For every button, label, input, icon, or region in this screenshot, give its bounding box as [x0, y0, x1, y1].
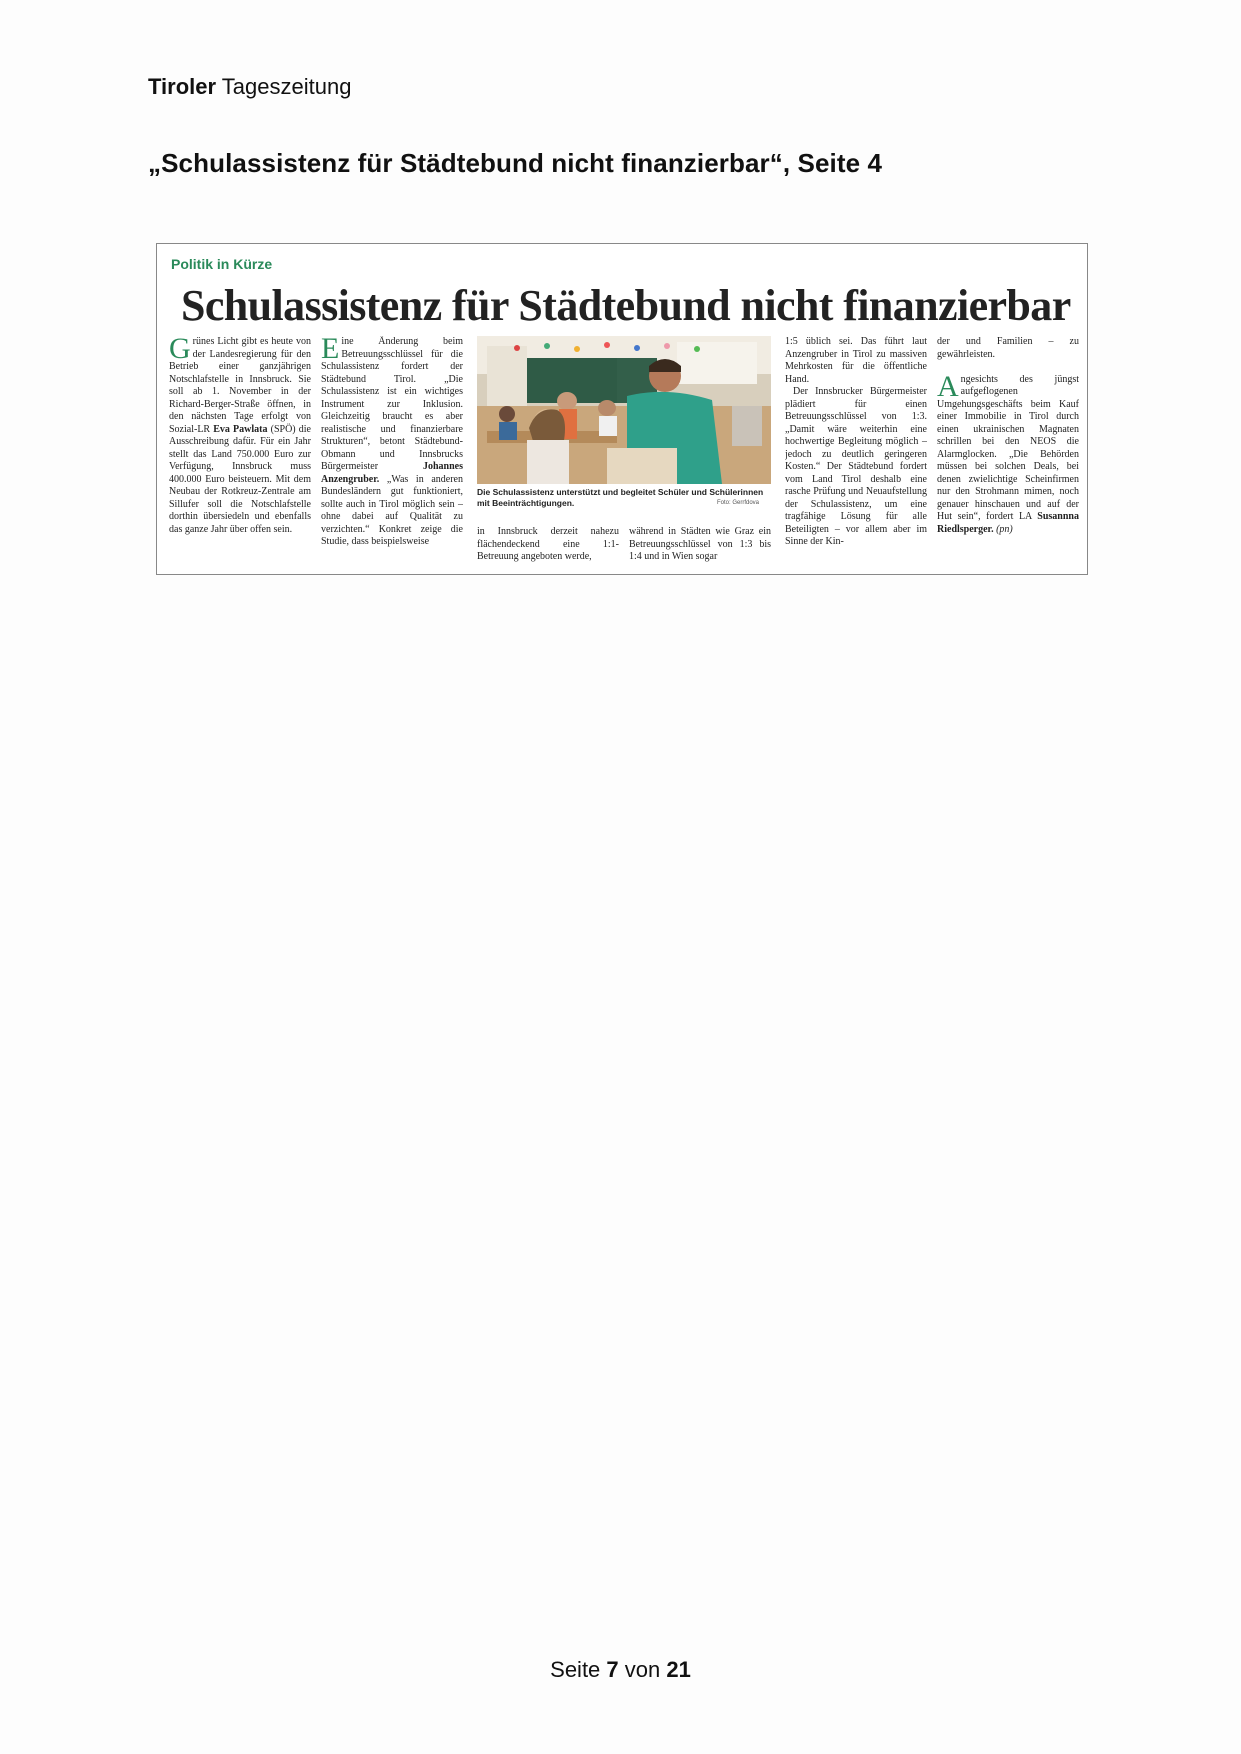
dropcap: A: [937, 369, 959, 403]
document-title: „Schulassistenz für Städtebund nicht finanzierbar“, Seite 4: [148, 148, 883, 178]
page-number: [0, 1657, 1241, 1683]
page-number-total: 21: [666, 1657, 691, 1682]
page-number-middle: von: [618, 1657, 667, 1682]
column-text: „Was in anderen Bundesländern gut funktioniert, sollte auch in Tirol möglich sein – ohne dabei auf Qualität zu verzichten.“ Konkret zeige die Studie, dass beispielsweise: [321, 473, 463, 547]
author-initials: (pn): [993, 523, 1013, 535]
page-number-prefix: Seite: [550, 1657, 607, 1682]
article-headline: Schulassistenz für Städtebund nicht finanzierbar: [181, 281, 1071, 330]
page-number-current: 7: [606, 1657, 619, 1682]
column-text: rünes Licht gibt es heute von der Landesregierung für den Betrieb einer ganzjährigen Notschlafstelle in Innsbruck. Sie soll ab 1. November in der Richard-Berger-Straße öffnen, in den nächsten Tage erfolgt von Sozial-LR: [169, 336, 311, 435]
article-column-5: [785, 336, 927, 568]
publication-name: [148, 74, 351, 100]
person-name: Johannes Anzengruber.: [321, 461, 463, 485]
article-column-2: [321, 336, 463, 568]
dropcap: G: [169, 336, 191, 365]
dropcap: E: [321, 336, 340, 365]
person-name: Susannna Riedlsperger.: [937, 511, 1079, 535]
classroom-photo-illustration: [477, 336, 771, 484]
photo-credit: Foto: Gerrfdova: [717, 500, 760, 506]
column-text: Der Innsbrucker Bürgermeister plädiert für einen Betreuungsschlüssel von 1:3. „Damit wäre weiterhin eine hochwertige Begleitung möglich – jedoch zu deutlich geringeren Kosten.“ Der Städtebund fordert vom Land Tirol deshalb eine rasche Prüfung und Neuaufstellung der Schulassistenz, um eine tragfähige Lösung für alle Beteiligten – vor allem aber im Sinne der Kin-: [785, 386, 927, 547]
column-text: der und Familien – zu gewährleisten.: [937, 336, 1079, 360]
photo-caption: Die Schulassistenz unterstützt und begleitet Schüler und Schülerinnen mit Beeinträchtigungen.: [477, 487, 764, 508]
publication-name-rest: Tageszeitung: [216, 74, 352, 99]
newspaper-clipping: [156, 243, 1088, 575]
column-text: ngesichts des jüngst aufgeflogenen Umgehungsgeschäfts beim Kauf einer Immobilie in Tirol durch einen ukrainischen Magnaten schrillen bei den NEOS die Alarmglocken. „Die Behörden müssen bei solchen Deals, bei denen zwielichtige Scheinfirmen nur den Strohmann mimen, noch genauer hinschauen und auf der Hut sein“, fordert LA: [937, 373, 1079, 522]
article-column-1: [169, 336, 311, 568]
article-column-4: während in Städten wie Graz ein Betreuungsschlüssel von 1:3 bis 1:4 und in Wien sogar: [629, 526, 771, 562]
column-text: (SPÖ) die Ausschreibung dafür. Für ein Jahr stellt das Land 750.000 Euro zur Verfügung, Innsbruck muss 400.000 Euro beisteuern. Mit dem Neubau der Rotkreuz-Zentrale am Sillufer soll die Notschlafstelle dorthin übersiedeln und ebenfalls das ganze Jahr über offen sein.: [169, 423, 311, 535]
person-name: Eva Pawlata: [213, 423, 268, 435]
column-text: ine Änderung beim Betreuungsschlüssel für die Schulassistenz fordert der Städtebund Tirol. „Die Schulassistenz ist ein wichtiges Instrument zur Inklusion. Gleichzeitig braucht es aber realistische und finanzierbare Strukturen“, betont Städtebund-Obmann und Innsbrucks Bürgermeister: [321, 336, 463, 472]
publication-name-bold: Tiroler: [148, 74, 217, 99]
classroom-photo: [477, 336, 771, 484]
article-kicker: Politik in Kürze: [171, 256, 273, 272]
column-text: 1:5 üblich sei. Das führt laut Anzengruber in Tirol zu massiven Mehrkosten für die öffentliche Hand.: [785, 336, 927, 385]
article-column-3: in Innsbruck derzeit nahezu flächendeckend eine 1:1-Betreuung angeboten werde,: [477, 526, 619, 562]
article-column-6: [937, 336, 1079, 568]
